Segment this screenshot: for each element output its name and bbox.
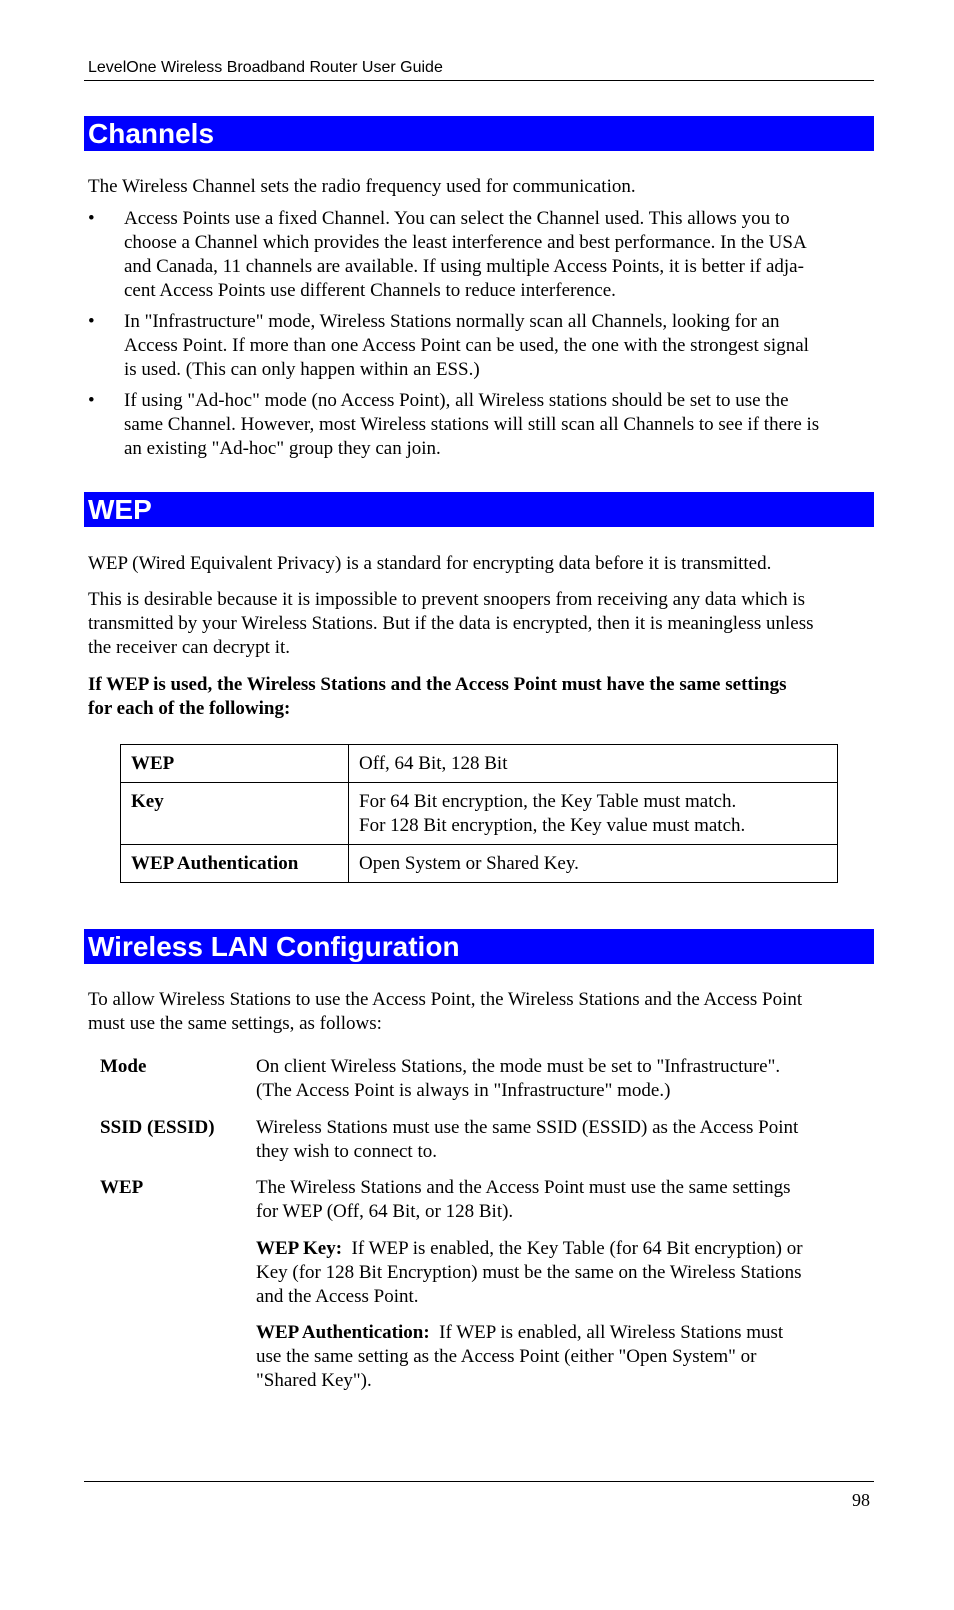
footer-rule (84, 1481, 874, 1482)
channels-bullet-list (88, 207, 878, 468)
running-header: LevelOne Wireless Broadband Router User Guide (88, 59, 443, 76)
definition-description: WEP Authentication: If WEP is enabled, all Wireless Stations must use the same setting as the Access Point (either "Open System" or "Shared Key"). (256, 1322, 784, 1391)
bullet-icon: • (88, 390, 95, 411)
definition-description: Wireless Stations must use the same SSID (ESSID) as the Access Point they wish to connect to. (256, 1117, 799, 1162)
wep-auth-label: WEP Authentication: (256, 1322, 430, 1343)
definition-term: Mode (100, 1056, 147, 1077)
list-item: • Access Points use a fixed Channel. You can select the Channel used. This allows you to choose a Channel which provides the least interference and best performance. In the USA and Canada, 11 channels are available. If using multiple Access Points, it is better if adja- cent Access Points use different Channels to reduce interference. (88, 208, 807, 301)
table-cell-label: WEP Authentication (121, 845, 349, 883)
section-heading-wep: WEP (84, 492, 874, 527)
table-cell-value: For 64 Bit encryption, the Key Table must match. For 128 Bit encryption, the Key value must match. (349, 783, 838, 845)
table-cell-label: WEP (121, 745, 349, 783)
list-item: • In "Infrastructure" mode, Wireless Stations normally scan all Channels, looking for an Access Point. If more than one Access Point can be used, the one with the strongest signal is used. (This can only happen within an ESS.) (88, 311, 809, 380)
header-rule (84, 80, 874, 81)
table-cell-value: Off, 64 Bit, 128 Bit (349, 745, 838, 783)
table-cell-value: Open System or Shared Key. (349, 845, 838, 883)
bullet-icon: • (88, 208, 95, 229)
channels-intro: The Wireless Channel sets the radio frequency used for communication. (88, 176, 636, 197)
bullet-icon: • (88, 311, 95, 332)
wep-key-label: WEP Key: (256, 1238, 343, 1259)
definition-term: WEP (100, 1177, 144, 1198)
list-item: • If using "Ad-hoc" mode (no Access Point), all Wireless stations should be set to use the same Channel. However, most Wireless stations will still scan all Channels to see if there is an existing "Ad-hoc" group they can join. (88, 390, 820, 459)
table-row (121, 783, 838, 845)
definition-description: The Wireless Stations and the Access Point must use the same settings for WEP (Off, 64 Bit, or 128 Bit). (256, 1177, 791, 1222)
definition-description: WEP Key: If WEP is enabled, the Key Table (for 64 Bit encryption) or Key (for 128 Bit Encryption) must be the same on the Wireless Stations and the Access Point. (256, 1238, 803, 1307)
table-row (121, 845, 838, 883)
definition-term: SSID (ESSID) (100, 1117, 215, 1138)
table-cell-label: Key (121, 783, 349, 845)
wep-para-2: This is desirable because it is impossible to prevent snoopers from receiving any data which is transmitted by your Wireless Stations. But if the data is encrypted, then it is meaningless unless the receiver can decrypt it. (88, 589, 814, 658)
wlan-intro: To allow Wireless Stations to use the Access Point, the Wireless Stations and the Access Point must use the same settings, as follows: (88, 989, 803, 1034)
wep-para-1: WEP (Wired Equivalent Privacy) is a standard for encrypting data before it is transmitted. (88, 553, 772, 574)
page-number: 98 (852, 1490, 870, 1510)
section-heading-wireless-lan-configuration: Wireless LAN Configuration (84, 929, 874, 964)
wep-settings-table (120, 744, 838, 883)
definition-description: On client Wireless Stations, the mode must be set to "Infrastructure". (The Access Point is always in "Infrastructure" mode.) (256, 1056, 781, 1101)
section-heading-channels: Channels (84, 116, 874, 151)
table-row (121, 745, 838, 783)
wep-requirement-note: If WEP is used, the Wireless Stations and the Access Point must have the same settings for each of the following: (88, 674, 787, 719)
